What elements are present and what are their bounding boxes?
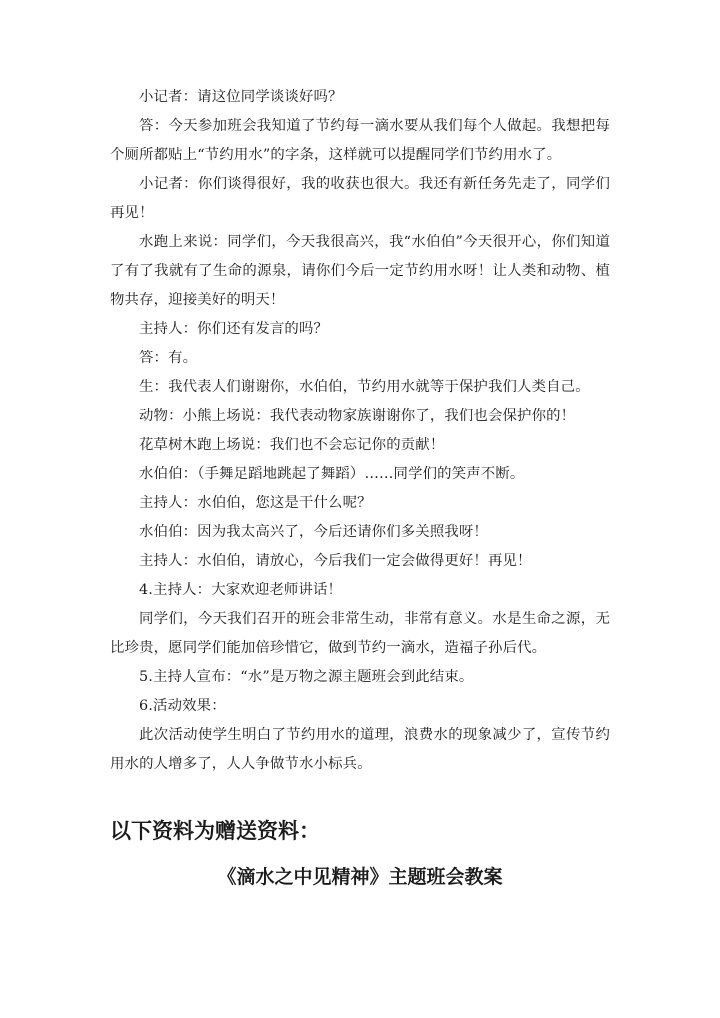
paragraph: 动物：小熊上场说：我代表动物家族谢谢你了，我们也会保护你的！ [139, 408, 576, 424]
paragraph: 主持人：你们还有发言的吗？ [139, 321, 329, 337]
paragraph: 主持人：水伯伯，您这是干什么呢？ [139, 495, 372, 511]
paragraph: 5.主持人宣布：“水”是万物之源主题班会到此结束。 [139, 669, 474, 685]
paragraph: 此次活动使学生明白了节约用水的道理，浪费水的现象减少了，宣传节约用水的人增多了，人人争做节水小标兵。 [110, 727, 610, 772]
paragraph: 花草树木跑上场说：我们也不会忘记你的贡献！ [139, 437, 445, 453]
paragraph: 答：有。 [139, 350, 198, 366]
paragraph: 同学们，今天我们召开的班会非常生动，非常有意义。水是生命之源，无比珍贵，愿同学们能加倍珍惜它，做到节约一滴水，造福子孙后代。 [110, 611, 610, 656]
paragraph: 小记者：你们谈得很好，我的收获也很大。我还有新任务先走了，同学们再见！ [110, 176, 610, 221]
paragraph: 水伯伯：因为我太高兴了，今后还请你们多关照我呀！ [139, 524, 488, 540]
document-body [110, 83, 610, 779]
paragraph: 主持人：水伯伯，请放心，今后我们一定会做得更好！再见！ [139, 553, 532, 569]
paragraph: 水伯伯：（手舞足蹈地跳起了舞蹈）……同学们的笑声不断。 [139, 466, 525, 482]
paragraph: 4.主持人：大家欢迎老师讲话！ [139, 582, 343, 598]
bonus-title: 《滴水之中见精神》主题班会教案 [217, 866, 503, 888]
paragraph: 6.活动效果： [139, 698, 226, 714]
paragraph: 生：我代表人们谢谢你，水伯伯，节约用水就等于保护我们人类自己。 [139, 379, 590, 395]
paragraph: 答：今天参加班会我知道了节约每一滴水要从我们每个人做起。我想把每个厕所都贴上“节约用水”的字条，这样就可以提醒同学们节约用水了。 [110, 118, 610, 163]
paragraph: 水跑上来说：同学们，今天我很高兴，我“水伯伯”今天很开心，你们知道了有了我就有了生命的源泉，请你们今后一定节约用水呀！让人类和动物、植物共存，迎接美好的明天！ [110, 234, 610, 308]
bonus-heading: 以下资料为赠送资料： [110, 819, 320, 843]
paragraph: 小记者：请这位同学谈谈好吗？ [139, 89, 343, 105]
